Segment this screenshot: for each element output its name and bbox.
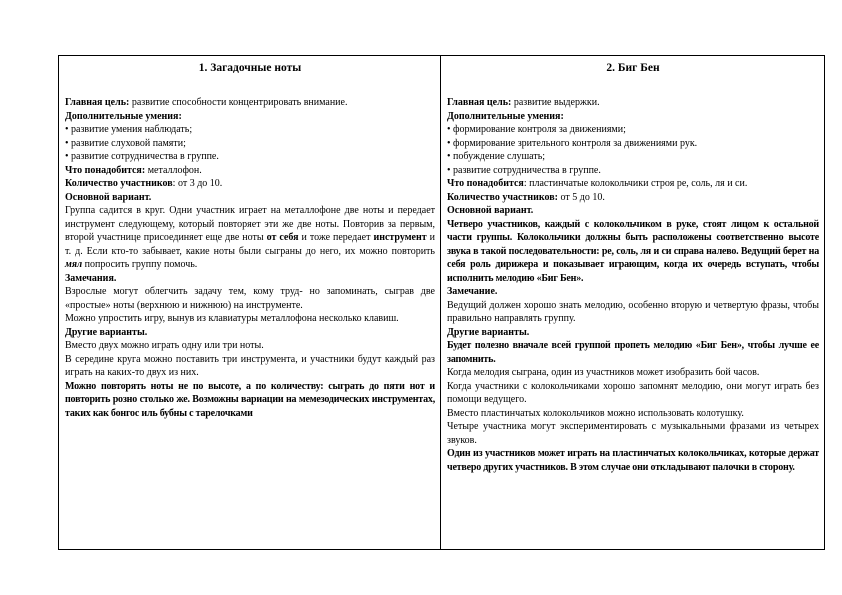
goal-line (65, 96, 435, 110)
notes-text: Взрослые могут облегчить задачу тем, кому труд- но запоминать, сыграв две «простые» ноты (верхнюю и нижнюю) на инструменте. (65, 286, 435, 311)
materials-line (65, 164, 435, 178)
main-variant-text: Четверо участников, каждый с колокольчиком в руке, стоят лицом к остальной части группы. Колокольчики должны быть расположены соответственно высоте звука в такой последовательности: ре, соль, ля и си справа налево. Ведущий берет на себя роль дирижера и показывает играющим, когда их очередь вступать, чтобы исполнить мелодию «Биг Бен». (447, 218, 819, 284)
extra-skill-item: • развитие сотрудничества в группе. (65, 150, 435, 164)
activity-table (58, 55, 825, 550)
extra-skill-item: • формирование контроля за движениями; (447, 123, 819, 137)
card-title: 1. Загадочные ноты (198, 62, 302, 74)
participants-text: : от 3 до 10. (172, 178, 223, 189)
main-text-part: и т. д. Если кто-то забывает, какие ноты были сыграны до него, их можно повторить (65, 232, 435, 257)
other-variant-text: Вместо двух можно играть одну или три ноты. (65, 340, 264, 351)
activity-card-hidden-notes (59, 56, 441, 549)
goal-text: развитие способности концентрировать внимание. (129, 97, 348, 108)
materials-line (447, 177, 819, 191)
goal-line (447, 96, 819, 110)
materials-label: Что понадобится (447, 178, 524, 189)
note-label: Замечание. (447, 286, 498, 297)
notes-text: Можно упростить игру, вынув из клавиатуры металлофона несколько клавиш. (65, 313, 399, 324)
activity-card-big-ben (441, 56, 824, 549)
participants-line (65, 177, 435, 191)
extra-skill-item: • развитие умения наблюдать; (65, 123, 435, 137)
participants-line (447, 191, 819, 205)
participants-label: Количество участников (65, 178, 173, 189)
other-variant-text: Когда мелодия сыграна, один из участников может изобразить бой часов. (447, 367, 760, 378)
main-text-part: попросить группу помочь. (82, 259, 198, 270)
other-variant-text: Когда участники с колокольчиками хорошо запомнят мелодию, они могут играть без помощи ведущего. (447, 380, 819, 405)
main-variant-text (65, 204, 435, 272)
goal-label: Главная цель: (447, 97, 512, 108)
extra-skill-item: • формирование зрительного контроля за движениями рук. (447, 137, 819, 151)
extra-skills-label: Дополнительные умения: (447, 110, 564, 122)
main-variant-label: Основной вариант. (447, 205, 534, 216)
other-variant-text: Вместо пластинчатых колокольчиков можно использовать колотушку. (447, 407, 744, 419)
extra-skill-item: • побуждение слушать; (447, 150, 819, 164)
main-text-part: и тоже передает (298, 232, 374, 243)
main-text-part: Группа садится в круг. Одни участник играет на металлофоне две ноты и передает инструмент следующему, который повторяет эти же две ноты. Повторив за первым, второй участнице присоединяет еще две ноты (65, 205, 435, 243)
other-variants-label: Другие варианты. (447, 326, 530, 338)
participants-text: от 5 до 10. (558, 191, 605, 203)
other-variant-text: В середине круга можно поставить три инструмента, и участники будут каждый раз играть на каких-то двух из них. (65, 353, 435, 378)
extra-skills-label: Дополнительные умения: (65, 110, 182, 122)
card-title: 2. Биг Бен (606, 62, 660, 74)
extra-skill-item: • развитие слуховой памяти; (65, 137, 435, 151)
main-text-bold: от себя (266, 232, 299, 243)
goal-label: Главная цель: (65, 97, 130, 108)
other-variant-text: Будет полезно вначале всей группой пропеть мелодию «Биг Бен», чтобы лучше ее запомнить. (447, 340, 819, 365)
main-text-bold: инструмент (373, 232, 427, 243)
main-text-italic: мял (65, 259, 83, 270)
extra-skill-item: • развитие сотрудничества в группе. (447, 164, 819, 178)
other-variant-text: Можно повторять ноты не по высоте, а по количеству: сыграть до пяти нот и повторить розно столько же. Возможны вариации на мемезодических инструментах, таких как бонгос иль бубны с тарелочками (65, 380, 435, 419)
note-text: Ведущий должен хорошо знать мелодию, особенно вторую и четвертую фразы, чтобы правильно направлять группу. (447, 299, 819, 324)
materials-text: металлофон. (145, 164, 202, 176)
other-variants-label: Другие варианты. (65, 326, 148, 338)
materials-text: : пластинчатые колокольчики строя ре, соль, ля и си. (523, 178, 748, 189)
notes-label: Замечания. (65, 272, 117, 284)
participants-label: Количество участников: (447, 191, 559, 203)
main-variant-label: Основной вариант. (65, 191, 152, 203)
other-variant-text: Один из участников может играть на пластинчатых колокольчиках, которые держат четверо других участников. В этом случае они откладывают палочки в сторону. (447, 448, 819, 473)
other-variant-text: Четыре участника могут экспериментировать с музыкальными фразами из четырех звуков. (447, 421, 819, 446)
materials-label: Что понадобится: (65, 164, 146, 176)
goal-text: развитие выдержки. (511, 97, 600, 108)
